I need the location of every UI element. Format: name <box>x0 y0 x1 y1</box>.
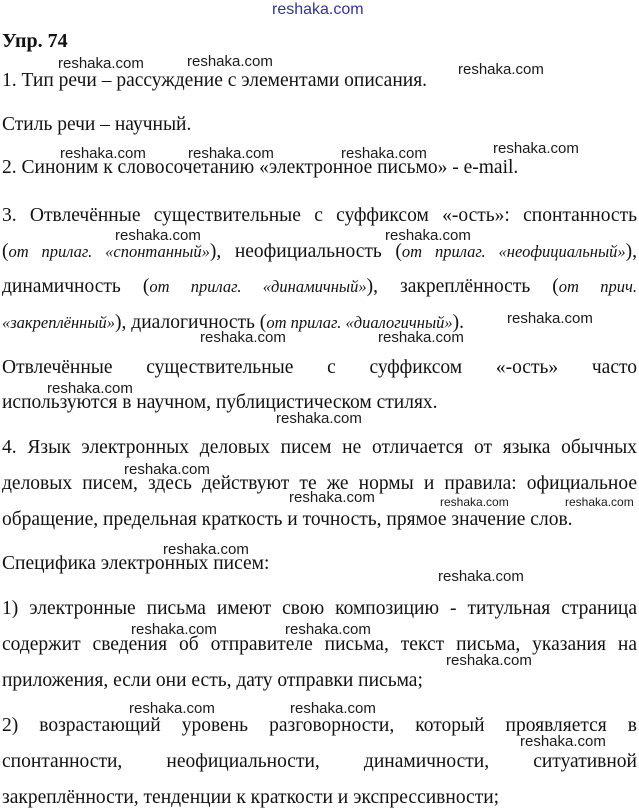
paragraph-line: 1) электронные письма имеют свою композицию - титульная страница <box>2 598 637 619</box>
watermark: reshaka.com <box>188 145 274 162</box>
text-fragment: ), <box>625 241 637 262</box>
paragraph-line: спонтанности, неофициальности, динамичности, ситуативной <box>2 751 637 772</box>
watermark: reshaka.com <box>124 461 210 478</box>
paragraph-line: Отвлечённые существительные с суффиксом «-ость» часто <box>2 357 637 378</box>
watermark: reshaka.com <box>289 489 375 506</box>
text-fragment: ), неофициальность ( <box>209 241 402 262</box>
text-fragment: ( <box>2 241 9 262</box>
watermark: reshaka.com <box>285 621 371 638</box>
watermark: reshaka.com <box>58 55 144 72</box>
paragraph-line: 2) возрастающий уровень разговорности, который проявляется в <box>2 715 637 736</box>
paragraph-line: 4. Язык электронных деловых писем не отличается от языка обычных <box>2 437 637 458</box>
text-fragment: ). <box>452 312 465 333</box>
watermark: reshaka.com <box>60 145 146 162</box>
text-fragment: ), закреплённость ( <box>366 276 559 297</box>
exercise-title: Упр. 74 <box>2 30 68 52</box>
paragraph-line: обращение, предельная краткость и точность, прямое значение слов. <box>2 509 573 530</box>
text-fragment: ), диалогичность ( <box>115 312 267 333</box>
watermark: reshaka.com <box>438 568 524 585</box>
paragraph-line: закреплённости, тенденции к краткости и экспрессивности; <box>2 787 500 808</box>
watermark: reshaka.com <box>131 621 217 638</box>
watermark: reshaka.com <box>129 700 215 717</box>
watermark: reshaka.com <box>163 541 249 558</box>
watermark: reshaka.com <box>520 733 606 750</box>
paragraph-line <box>2 241 637 263</box>
watermark: reshaka.com <box>385 227 471 244</box>
watermark: reshaka.com <box>378 329 464 346</box>
italic-note: от прилаг. «спонтанный» <box>8 242 210 261</box>
watermark: reshaka.com <box>493 140 579 157</box>
watermark: reshaka.com <box>276 410 362 427</box>
paragraph-line: деловых писем, здесь действуют те же нормы и правила: официальное <box>2 473 637 494</box>
site-header-watermark: reshaka.com <box>272 1 364 18</box>
italic-note: от прилаг. «диалогичный» <box>266 313 453 332</box>
italic-note: от прич. <box>558 277 638 296</box>
paragraph-line: 3. Отвлечённые существительные с суффиксом «-ость»: спонтанность <box>2 205 637 226</box>
watermark: reshaka.com <box>290 700 376 717</box>
watermark: reshaka.com <box>507 310 593 327</box>
text-fragment: динамичность ( <box>2 276 150 297</box>
paragraph-line: содержит сведения об отправителе письма, текст письма, указания на <box>2 634 637 655</box>
watermark: reshaka.com <box>458 61 544 78</box>
watermark: reshaka.com <box>565 495 634 509</box>
paragraph-line <box>2 276 637 298</box>
watermark: reshaka.com <box>187 53 273 70</box>
watermark: reshaka.com <box>341 145 427 162</box>
paragraph-line: 2. Синоним к словосочетанию «электронное письмо» - e-mail. <box>2 157 519 178</box>
italic-note: от прилаг. «динамичный» <box>149 277 367 296</box>
italic-note: «закреплённый» <box>2 313 116 332</box>
paragraph-line: Специфика электронных писем: <box>2 553 270 574</box>
paragraph-line: используются в научном, публицистическом стилях. <box>2 392 438 413</box>
italic-note: от прилаг. «неофициальный» <box>401 242 626 261</box>
watermark: reshaka.com <box>47 380 133 397</box>
watermark: reshaka.com <box>115 227 201 244</box>
paragraph-line: 1. Тип речи – рассуждение с элементами описания. <box>2 70 428 91</box>
watermark: reshaka.com <box>440 495 509 509</box>
watermark: reshaka.com <box>200 329 286 346</box>
paragraph-line: Стиль речи – научный. <box>2 114 192 135</box>
watermark: reshaka.com <box>446 652 532 669</box>
paragraph-line: приложения, если они есть, дату отправки письма; <box>2 670 423 691</box>
